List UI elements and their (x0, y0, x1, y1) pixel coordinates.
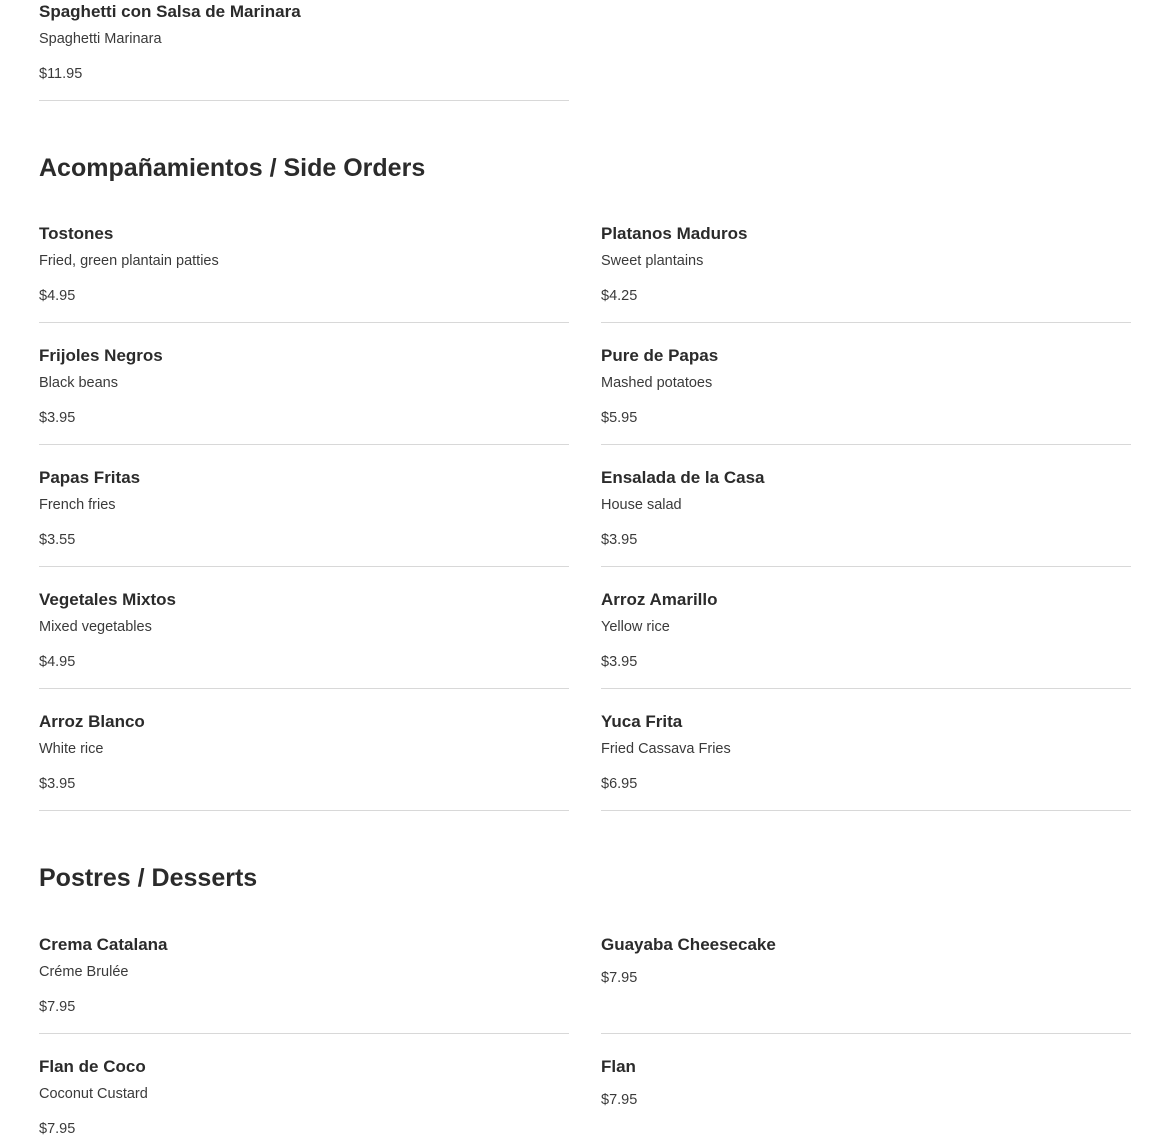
item-name: Tostones (39, 224, 114, 243)
item-price: $11.95 (39, 66, 83, 82)
item-price: $3.95 (39, 776, 76, 792)
item-description: White rice (39, 741, 104, 757)
item-description: Fried, green plantain patties (39, 253, 219, 269)
item-name: Arroz Amarillo (601, 590, 718, 609)
item-name: Vegetales Mixtos (39, 590, 177, 609)
item-price: $3.95 (39, 410, 76, 426)
item-name: Pure de Papas (601, 346, 719, 365)
item-price: $3.95 (601, 654, 638, 670)
item-name: Flan (601, 1057, 636, 1076)
item-description: Coconut Custard (39, 1086, 148, 1102)
item-name: Frijoles Negros (39, 346, 163, 365)
item-price: $4.95 (39, 654, 76, 670)
item-description: Créme Brulée (39, 964, 129, 980)
item-description: House salad (601, 497, 682, 513)
item-price: $3.95 (601, 532, 638, 548)
item-description: Yellow rice (601, 619, 670, 635)
item-price: $7.95 (601, 970, 638, 986)
item-price: $4.95 (39, 288, 76, 304)
item-name: Yuca Frita (601, 712, 683, 731)
menu-item (39, 935, 569, 1034)
section-title-side-orders: Acompañamientos / Side Orders (39, 154, 426, 182)
item-price: $7.95 (39, 1121, 76, 1137)
menu-item (601, 590, 1131, 689)
item-name: Papas Fritas (39, 468, 141, 487)
item-name: Crema Catalana (39, 935, 168, 954)
menu-item (601, 346, 1131, 445)
menu-item (39, 346, 569, 445)
menu-item (39, 2, 569, 101)
item-price: $7.95 (601, 1092, 638, 1108)
menu-item (39, 468, 569, 567)
menu-item (601, 712, 1131, 811)
item-price: $6.95 (601, 776, 638, 792)
item-name: Flan de Coco (39, 1057, 146, 1076)
item-name: Spaghetti con Salsa de Marinara (39, 2, 301, 21)
item-price: $4.25 (601, 288, 638, 304)
item-price: $7.95 (39, 999, 76, 1015)
item-name: Platanos Maduros (601, 224, 748, 243)
item-price: $5.95 (601, 410, 638, 426)
item-description: Spaghetti Marinara (39, 31, 162, 47)
menu-item (601, 468, 1131, 567)
item-description: Sweet plantains (601, 253, 704, 269)
item-description: French fries (39, 497, 116, 513)
item-name: Arroz Blanco (39, 712, 145, 731)
section-title-desserts: Postres / Desserts (39, 864, 258, 892)
menu-item (39, 1057, 569, 1137)
item-description: Mixed vegetables (39, 619, 152, 635)
menu-item (601, 935, 1131, 1034)
menu-item (601, 224, 1131, 323)
item-price: $3.55 (39, 532, 76, 548)
item-description: Fried Cassava Fries (601, 741, 731, 757)
item-description: Mashed potatoes (601, 375, 713, 391)
item-name: Guayaba Cheesecake (601, 935, 776, 954)
menu-item (39, 590, 569, 689)
menu-item (39, 224, 569, 323)
item-name: Ensalada de la Casa (601, 468, 765, 487)
item-description: Black beans (39, 375, 118, 391)
menu-item (39, 712, 569, 811)
menu-item (601, 1057, 1131, 1133)
